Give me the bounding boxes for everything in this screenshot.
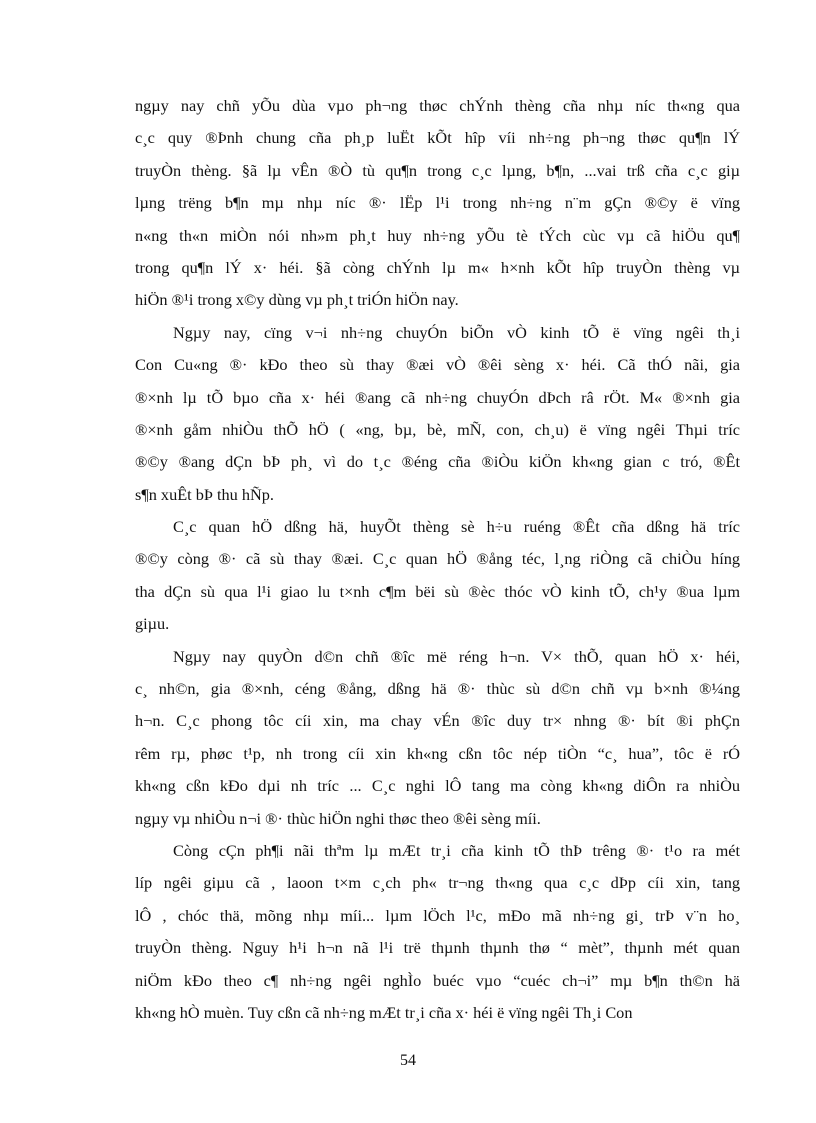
text-line: Ngµy nay, cïng v¬i nh÷ng chuyÓn biÕn vÒ kinh tÕ ë vïng ngêi th¸i — [173, 322, 740, 342]
paragraph — [135, 90, 740, 317]
text-line: ngµy vµ nhiÒu n¬i ®· thùc hiÖn nghi thøc theo ®êi sèng míi. — [135, 808, 541, 828]
text-line: Còng cÇn ph¶i nãi thªm lµ mÆt tr¸i cña kinh tÕ thÞ trêng ®· t¹o ra mét — [173, 840, 740, 860]
text-line: ®×nh gåm nhiÒu thÕ hÖ ( «ng, bµ, bè, mÑ, con, ch¸u) ë vïng ngêi Thµi tríc — [135, 419, 740, 439]
text-line: s¶n xuÊt bÞ thu hÑp. — [135, 484, 274, 504]
text-line: ngµy nay chñ yÕu dùa vµo ph¬ng thøc chÝnh thèng cña nhµ níc th«ng qua — [135, 96, 740, 115]
text-line: líp ngêi giµu cã , laoon t×m c¸ch ph« tr¬ng th«ng qua c¸c dÞp cíi xin, tang — [135, 873, 740, 893]
text-line: Ngµy nay quyÒn d©n chñ ®îc më réng h¬n. V× thÕ, quan hÖ x· héi, — [173, 646, 740, 666]
text-line: giµu. — [135, 614, 170, 634]
text-line: Con Cu«ng ®· kÐo theo sù thay ®æi vÒ ®êi sèng x· héi. Cã thÓ nãi, gia — [135, 355, 740, 375]
text-line: h¬n. C¸c phong tôc cíi xin, ma chay vÉn ®îc duy tr× nhng ®· bít ®i phÇn — [135, 711, 740, 731]
text-line: ®×nh lµ tÕ bµo cña x· héi ®ang cã nh÷ng chuyÓn dÞch râ rÖt. M« ®×nh gia — [135, 387, 740, 407]
text-line: n«ng th«n miÒn nói nh»m ph¸t huy nh÷ng yÕu tè tÝch cùc vµ cã hiÖu qu¶ — [135, 225, 740, 245]
paragraph — [135, 835, 740, 1029]
text-line: c¸c quy ®Þnh chung cña ph¸p luËt kÕt hîp víi nh÷ng ph¬ng thøc qu¶n lÝ — [135, 128, 740, 148]
text-line: truyÒn thèng. §ã lµ vÊn ®Ò tù qu¶n trong c¸c lµng, b¶n, ...vai trß cña c¸c giµ — [135, 160, 740, 180]
page-number: 54 — [400, 1052, 416, 1069]
paragraph — [135, 641, 740, 835]
text-line: lÔ , chóc thä, mõng nhµ míi... lµm lÖch l¹c, mÐo mã nh÷ng gi¸ trÞ v¨n ho¸ — [135, 905, 740, 925]
text-line: rêm rµ, phøc t¹p, nh trong cíi xin kh«ng cßn tôc nép tiÒn “c¸ hua”, tôc ë rÓ — [135, 743, 740, 763]
paragraph — [135, 317, 740, 511]
text-line: tha dÇn sù qua l¹i giao lu t×nh c¶m bëi sù ®èc thóc vÒ kinh tÕ, ch¹y ®ua lµm — [135, 581, 740, 601]
text-line: ®©y còng ®· cã sù thay ®æi. C¸c quan hÖ ®ång téc, l¸ng riÒng cã chiÒu híng — [135, 549, 740, 569]
text-line: trong qu¶n lÝ x· héi. §ã còng chÝnh lµ m« h×nh kÕt hîp truyÒn thèng vµ — [135, 257, 740, 277]
page-body — [135, 90, 740, 1029]
text-line: kh«ng cßn kÐo dµi nh tríc ... C¸c nghi lÔ tang ma còng kh«ng diÔn ra nhiÒu — [135, 776, 740, 796]
text-line: niÖm kÐo theo c¶ nh÷ng ngêi nghÌo buéc vµo “cuéc ch¬i” mµ b¶n th©n hä — [135, 970, 740, 990]
text-line: c¸ nh©n, gia ®×nh, céng ®ång, dßng hä ®· thùc sù d©n chñ vµ b×nh ®¼ng — [135, 679, 740, 699]
text-line: ®©y ®ang dÇn bÞ ph¸ vì do t¸c ®éng cña ®iÒu kiÖn kh«ng gian c tró, ®Êt — [135, 452, 740, 472]
text-line: hiÖn ®¹i trong x©y dùng vµ ph¸t triÓn hiÖn nay. — [135, 290, 459, 310]
paragraph — [135, 511, 740, 641]
text-line: truyÒn thèng. Nguy h¹i h¬n nã l¹i trë thµnh thµnh thø “ mèt”, thµnh mét quan — [135, 938, 740, 958]
text-line: lµng trëng b¶n mµ nhµ níc ®· lËp l¹i trong nh÷ng n¨m gÇn ®©y ë vïng — [135, 193, 740, 213]
text-line: C¸c quan hÖ dßng hä, huyÕt thèng sè h÷u ruéng ®Êt cña dßng hä tríc — [173, 517, 740, 537]
text-line: kh«ng hÒ muèn. Tuy cßn cã nh÷ng mÆt tr¸i cña x· héi ë vïng ngêi Th¸i Con — [135, 1002, 633, 1022]
